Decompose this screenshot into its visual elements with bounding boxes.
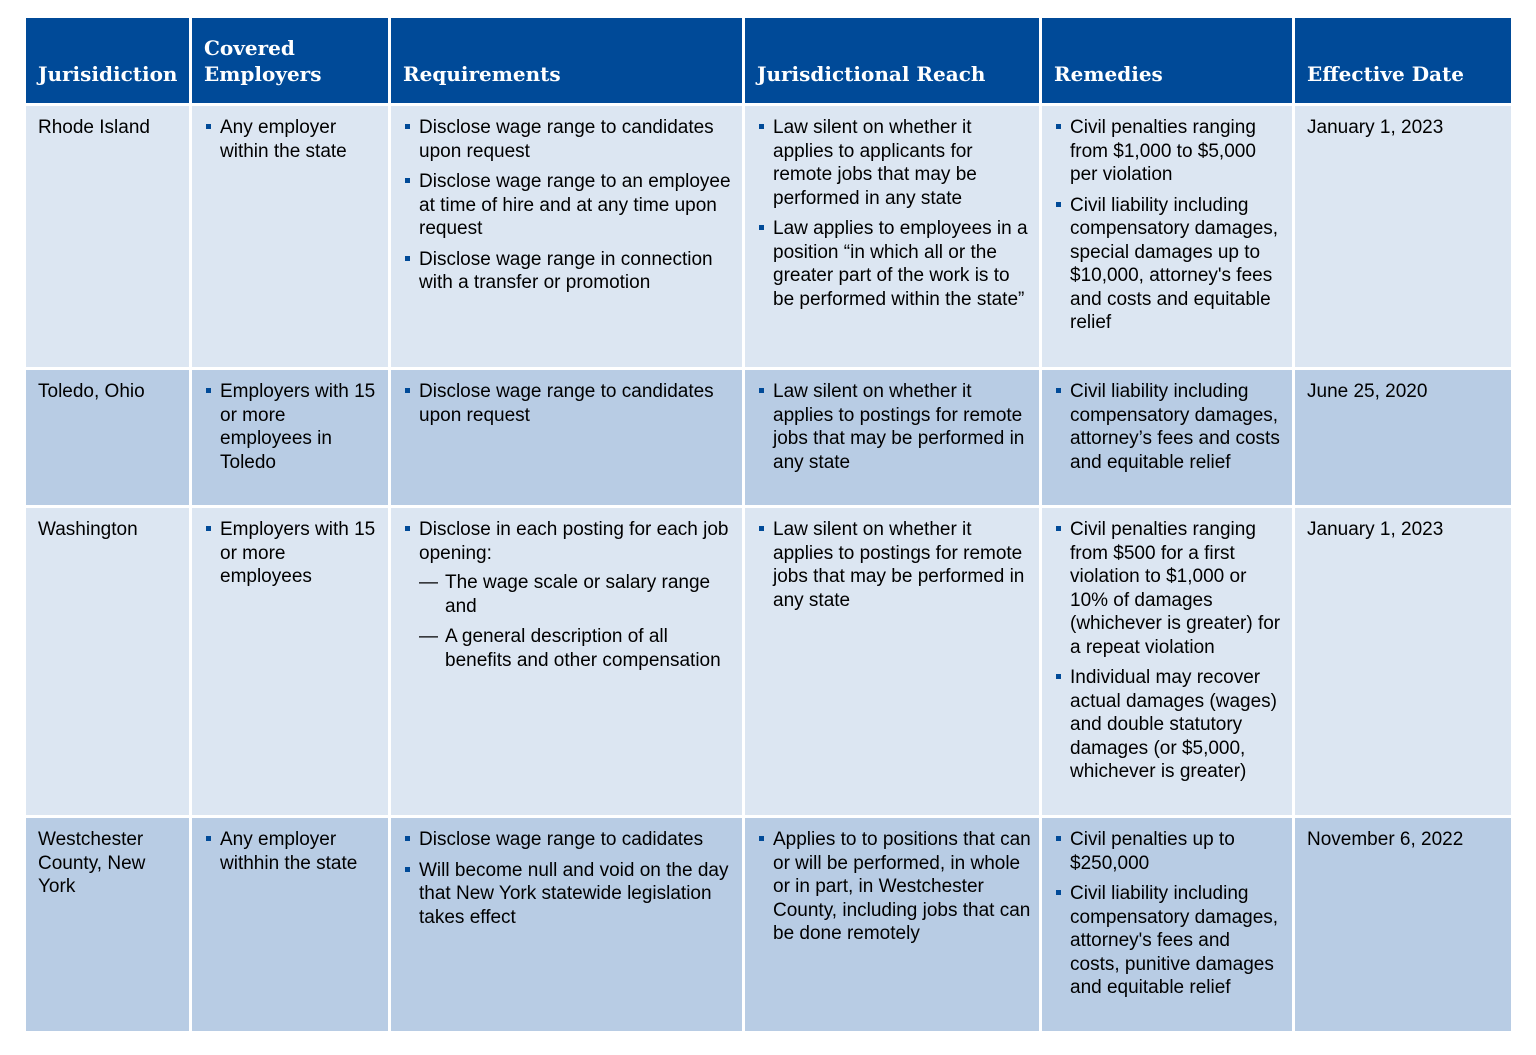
requirements-cell [391, 106, 742, 367]
jurisdiction-cell: Westchester County, New York [26, 818, 189, 1031]
header-effective-date: Effective Date [1295, 18, 1511, 103]
jurisdictional-reach-cell [745, 818, 1039, 1031]
requirements-cell [391, 508, 742, 815]
header-requirements: Requirements [391, 18, 742, 103]
requirements-cell [391, 818, 742, 1031]
jurisdictional-reach-cell [745, 106, 1039, 367]
list-item: Disclose wage range to an employee at time of hire and at any time upon request [403, 170, 734, 241]
effective-date-cell: January 1, 2023 [1295, 106, 1511, 367]
jurisdictional-reach-cell [745, 508, 1039, 815]
effective-date-cell: November 6, 2022 [1295, 818, 1511, 1031]
list-item: Disclose wage range to candidates upon request [403, 380, 734, 427]
remedies-cell [1042, 106, 1292, 367]
list-item: Disclose wage range in connection with a transfer or promotion [403, 248, 734, 295]
header-jurisdictional-reach: Jurisdictional Reach [745, 18, 1039, 103]
list-item [403, 518, 734, 672]
list-item: Civil penalties up to $250,000 [1054, 828, 1284, 875]
table-row [26, 370, 1511, 505]
effective-date-cell: June 25, 2020 [1295, 370, 1511, 505]
covered-employers-cell [192, 818, 388, 1031]
sub-list-item: — A general description of all benefits and other compensation [419, 625, 734, 672]
covered-employers-cell [192, 508, 388, 815]
list-item: Employers with 15 or more employees in Toledo [204, 380, 380, 474]
list-item: Will become null and void on the day that New York statewide legislation takes effect [403, 859, 734, 930]
list-item: Law silent on whether it applies to postings for remote jobs that may be performed in any state [757, 518, 1031, 612]
list-item: Civil penalties ranging from $500 for a first violation to $1,000 or 10% of damages (whichever is greater) for a repeat violation [1054, 518, 1284, 659]
list-item: Any employer withhin the state [204, 828, 380, 875]
list-item: Civil liability including compensatory damages, attorney's fees and costs, punitive damages and equitable relief [1054, 882, 1284, 1000]
list-item: Employers with 15 or more employees [204, 518, 380, 589]
sub-list-item: — The wage scale or salary range and [419, 571, 734, 618]
list-item: Law silent on whether it applies to applicants for remote jobs that may be performed in any state [757, 116, 1031, 210]
list-item: Disclose wage range to cadidates [403, 828, 734, 852]
header-remedies: Remedies [1042, 18, 1292, 103]
jurisdictional-reach-cell [745, 370, 1039, 505]
list-item: Any employer within the state [204, 116, 380, 163]
list-item: Civil liability including compensatory damages, attorney’s fees and costs and equitable relief [1054, 380, 1284, 474]
list-item: Law silent on whether it applies to postings for remote jobs that may be performed in any state [757, 380, 1031, 474]
jurisdiction-cell: Toledo, Ohio [26, 370, 189, 505]
list-item: Applies to to positions that can or will be performed, in whole or in part, in Westchester County, including jobs that can be done remotely [757, 828, 1031, 946]
requirements-cell [391, 370, 742, 505]
list-item-text: Disclose in each posting for each job opening: [419, 519, 729, 564]
effective-date-cell: January 1, 2023 [1295, 508, 1511, 815]
list-item: Individual may recover actual damages (wages) and double statutory damages (or $5,000, whichever is greater) [1054, 666, 1284, 784]
list-item: Law applies to employees in a position “in which all or the greater part of the work is to be performed within the state” [757, 217, 1031, 311]
list-item: Civil liability including compensatory damages, special damages up to $10,000, attorney's fees and costs and equitable relief [1054, 194, 1284, 335]
table-row [26, 508, 1511, 815]
covered-employers-cell [192, 370, 388, 505]
jurisdiction-cell: Washington [26, 508, 189, 815]
remedies-cell [1042, 370, 1292, 505]
list-item: Disclose wage range to candidates upon request [403, 116, 734, 163]
header-jurisdiction: Jurisidiction [26, 18, 189, 103]
remedies-cell [1042, 818, 1292, 1031]
covered-employers-cell [192, 106, 388, 367]
jurisdiction-cell: Rhode Island [26, 106, 189, 367]
header-row [26, 18, 1511, 103]
table-row [26, 818, 1511, 1031]
wage-transparency-table [23, 15, 1514, 1034]
list-item: Civil penalties ranging from $1,000 to $5,000 per violation [1054, 116, 1284, 187]
remedies-cell [1042, 508, 1292, 815]
header-covered-employers: Covered Employers [192, 18, 388, 103]
table-row [26, 106, 1511, 367]
